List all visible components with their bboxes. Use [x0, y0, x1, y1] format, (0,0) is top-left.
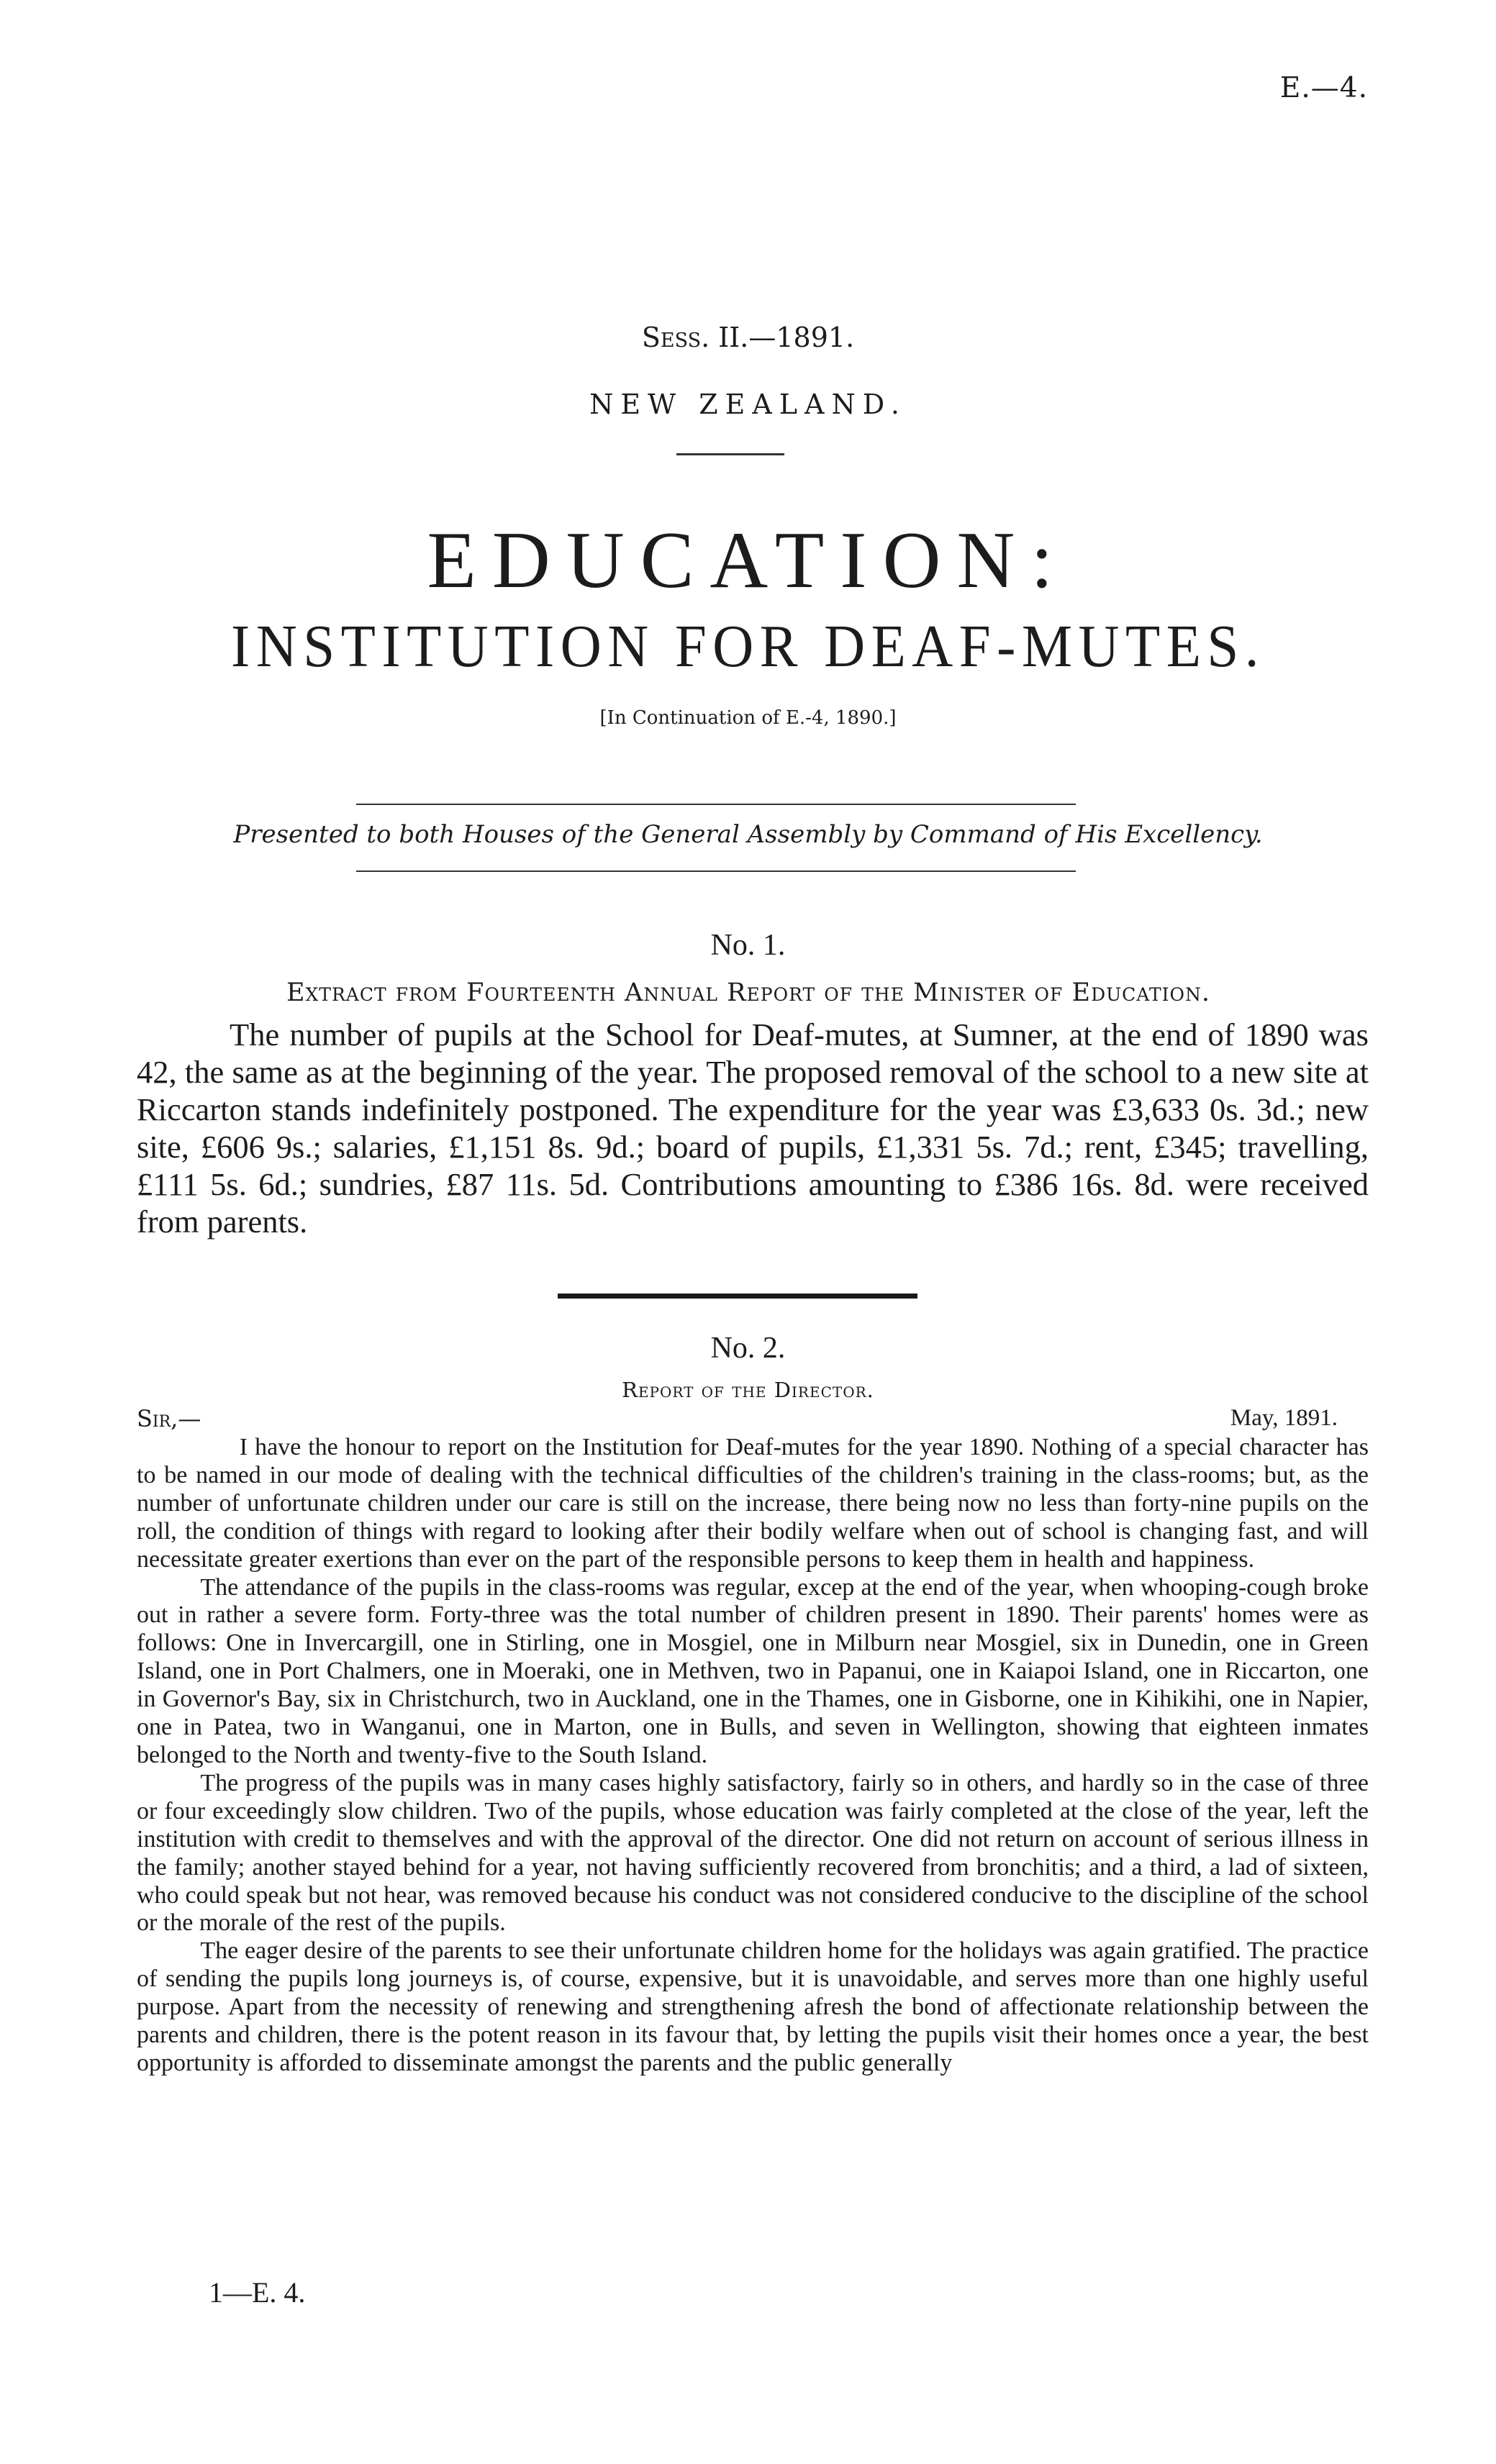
section1-number: No. 1.	[710, 929, 786, 962]
presented-line: Presented to both Houses of the General Assembly by Command of His Excellency.	[233, 820, 1263, 849]
body-paragraph: I have the honour to report on the Institution for Deaf-mutes for the year 1890. Nothing of a special character has to be named in our mode of dealing with the technical difficulties of the children's training in the class-rooms; but, as the number of unfortunate children under our care is still on the increase, there being now no less than forty-nine pupils on the roll, the condition of things with regard to looking after their bodily welfare when out of school is changing fast, and will necessitate greater exertions than ever on the part of the responsible persons to keep them in health and happiness.	[137, 1434, 1369, 1573]
body-paragraph: The attendance of the pupils in the class-rooms was regular, excep at the end of the year, when whooping-cough broke out in rather a severe form. Forty-three was the total number of children present in 1890. Their parents' homes were as follows: One in Invercargill, one in Stirling, one in Mosgiel, one in Milburn near Mosgiel, six in Dunedin, one in Green Island, one in Port Chalmers, one in Moeraki, one in Methven, two in Papanui, one in Kaiapoi Island, one in Riccarton, one in Governor's Bay, six in Christchurch, two in Auckland, one in the Thames, one in Gisborne, one in Kihikihi, one in Napier, one in Patea, two in Wanganui, one in Marton, one in Bulls, and seven in Wellington, showing that eighteen inmates belonged to the North and twenty-five to the South Island.	[137, 1573, 1369, 1768]
main-title: EDUCATION:	[427, 516, 1069, 605]
rule-above-presented	[356, 804, 1076, 805]
salutation: Sir,—	[137, 1405, 201, 1432]
page-reference: E.—4.	[1279, 72, 1368, 104]
country-line: NEW ZEALAND.	[589, 388, 907, 420]
body-paragraph: The eager desire of the parents to see their unfortunate children home for the holidays was again gratified. The practice of sending the pupils long journeys is, of course, expensive, but it is unavoidable, and serves more than one highly useful purpose. Apart from the necessity of renewing and strengthening afresh the bond of affectionate relationship between the parents and children, there is the potent reason in its favour that, by letting the pupils visit their homes once a year, the best opportunity is afforded to disseminate amongst the parents and the public generally	[137, 1937, 1369, 2076]
session-line: Sess. II.—1891.	[641, 322, 855, 353]
section1-heading: Extract from Fourteenth Annual Report of the Minister of Education.	[286, 978, 1211, 1007]
short-rule	[676, 453, 784, 455]
body-paragraph: The progress of the pupils was in many cases highly satisfactory, fairly so in others, and hardly so in the case of three or four exceedingly slow children. Two of the pupils, whose education was fairly completed at the close of the year, left the institution with credit to themselves and with the approval of the director. One did not return on account of serious illness in the family; another stayed behind for a year, not having sufficiently recovered from bronchitis; and a third, a lad of sixteen, who could speak but not hear, was removed because his conduct was not considered conducive to the discipline of the school or the morale of the rest of the pupils.	[137, 1769, 1369, 1937]
subtitle: INSTITUTION FOR DEAF-MUTES.	[231, 613, 1265, 680]
continuation-note: [In Continuation of E.-4, 1890.]	[599, 707, 897, 729]
thick-divider	[558, 1294, 917, 1299]
section2-body	[137, 1434, 1369, 2078]
rule-below-presented	[356, 870, 1076, 872]
section2-number: No. 2.	[710, 1332, 786, 1365]
section2-heading: Report of the Director.	[622, 1378, 874, 1402]
section1-body	[137, 1016, 1369, 1240]
signature-mark: 1—E. 4.	[209, 2276, 306, 2309]
section1-paragraph: The number of pupils at the School for Deaf-mutes, at Sumner, at the end of 1890 was 42, the same as at the beginning of the year. The proposed removal of the school to a new site at Riccarton stands indefinitely postponed. The expenditure for the year was £3,633 0s. 3d.; new site, £606 9s.; salaries, £1,151 8s. 9d.; board of pupils, £1,331 5s. 7d.; rent, £345; travelling, £111 5s. 6d.; sundries, £87 11s. 5d. Contributions amounting to £386 16s. 8d. were received from parents.	[137, 1017, 1369, 1240]
letter-date: May, 1891.	[1230, 1405, 1338, 1431]
